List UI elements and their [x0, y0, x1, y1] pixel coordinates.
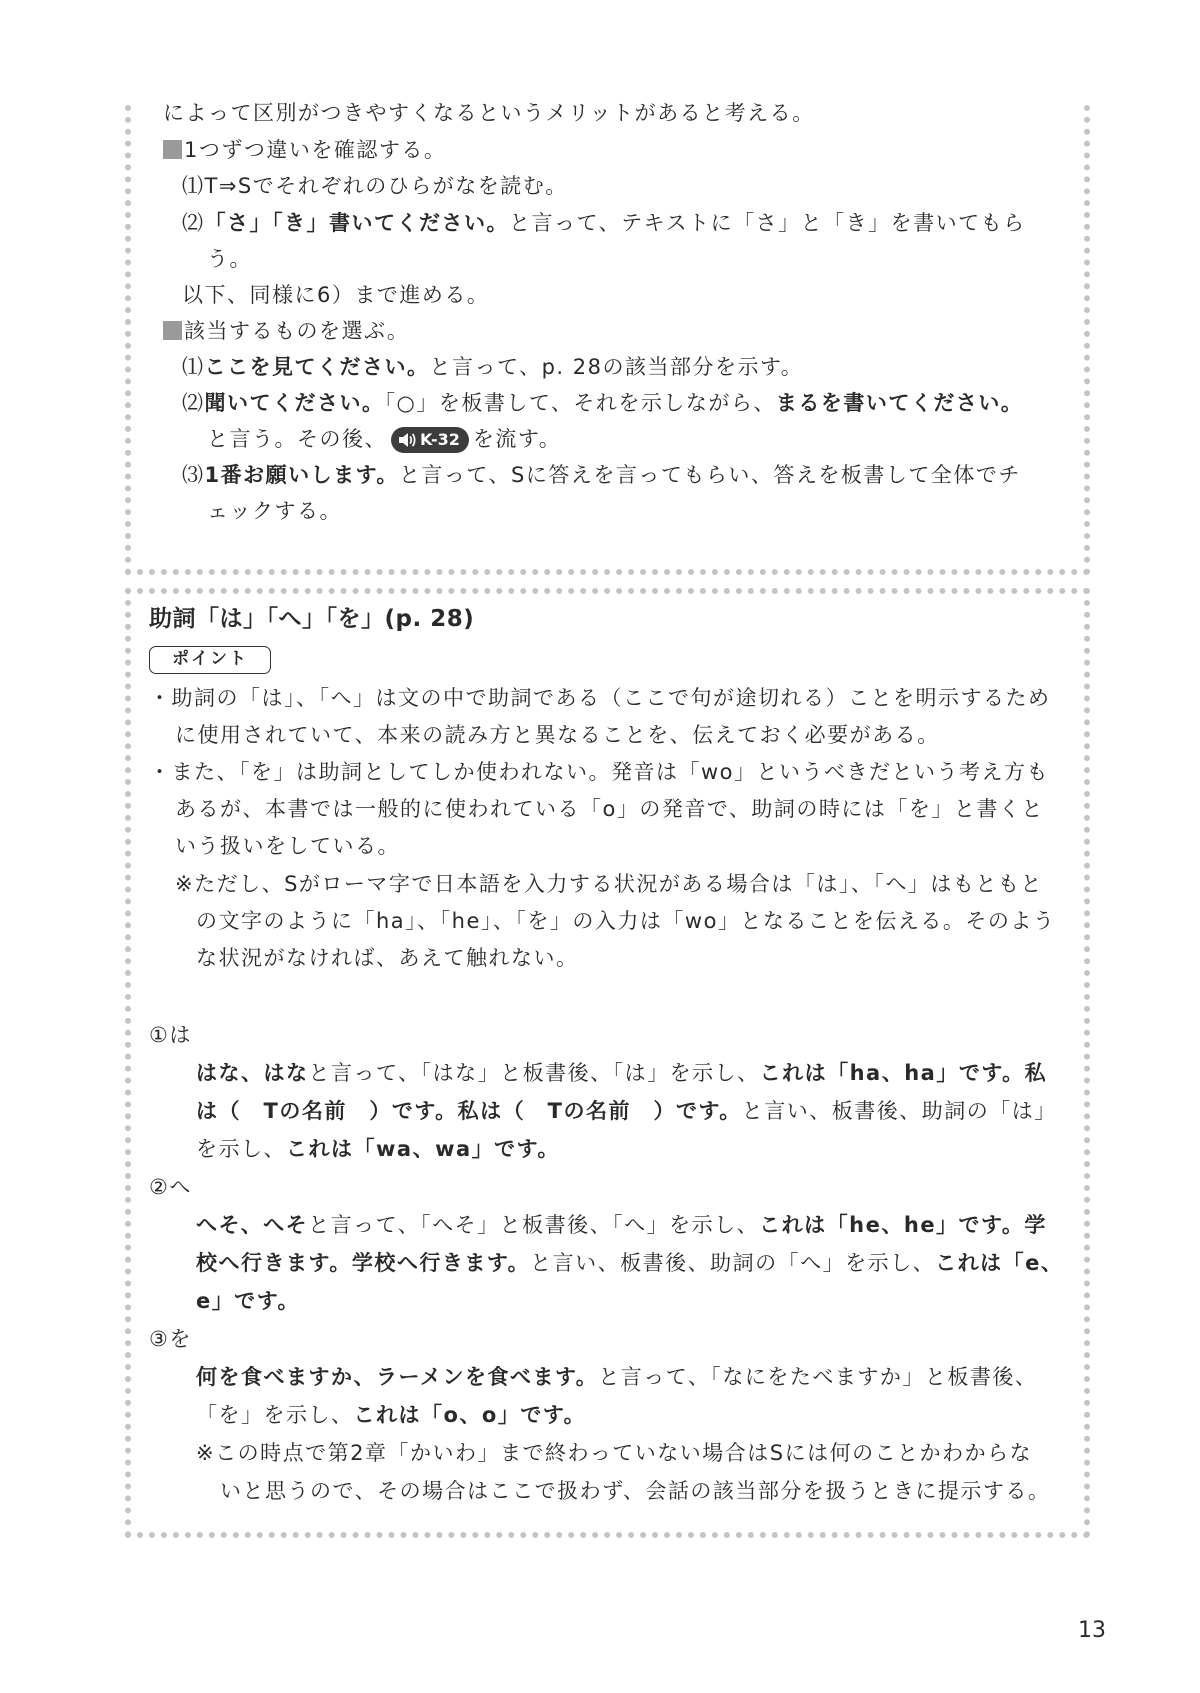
note-line-1: ※ただし、Sがローマ字で日本語を入力する状況がある場合は「は」、「へ」はもともと	[175, 872, 1043, 896]
wo-note-line-1: ※この時点で第2章「かいわ」まで終わっていない場合はSには何のことかわからな	[196, 1441, 1033, 1465]
step-2-2: ⑵聞いてください。「○」を板書して、それを示しながら、まるを書いてください。	[182, 391, 1024, 415]
step-1-2-cont: う。	[207, 247, 252, 271]
page-number: 13	[1078, 1618, 1106, 1643]
point-2-line-1: ・また、「を」は助詞としてしか使われない。発音は「wo」というべきだという考え方も	[149, 760, 1050, 784]
wo-note-line-2: いと思うので、その場合はここで扱わず、会話の該当部分を扱うときに提示する。	[220, 1479, 1051, 1503]
point-2-line-2: あるが、本書では一般的に使われている「o」の発音で、助詞の時には「を」と書くと	[175, 797, 1044, 821]
wa-line-1: はな、はなと言って、「はな」と板書後、「は」を示し、これは「ha、ha」です。私	[196, 1061, 1048, 1085]
step-2-2-cont: と言う。その後、 K-32 を流す。	[207, 427, 562, 451]
square-bullet-icon	[163, 321, 182, 340]
continued-line: によって区別がつきやすくなるというメリットがあると考える。	[163, 101, 815, 125]
step-2-3-cont: ェックする。	[207, 499, 342, 523]
step-1-1: ⑴T⇒Sでそれぞれのひらがなを読む。	[182, 174, 568, 198]
step-2-1: ⑴ここを見てください。と言って、p. 28の該当部分を示す。	[182, 355, 804, 379]
step-1-2: ⑵「さ」「き」書いてください。と言って、テキストに「さ」と「き」を書いてもら	[182, 211, 1026, 235]
he-line-3: e」です。	[196, 1289, 301, 1313]
note-line-3: な状況がなければ、あえて触れない。	[196, 946, 579, 970]
point-label: ポイント	[149, 646, 271, 674]
step-2-3: ⑶1番お願いします。と言って、Sに答えを言ってもらい、答えを板書して全体でチ	[182, 463, 1021, 487]
audio-track-badge[interactable]: K-32	[391, 427, 469, 453]
wa-line-2: は（ Tの名前 ）です。私は（ Tの名前 ）です。と言い、板書後、助詞の「は」	[196, 1099, 1057, 1123]
heading-select-match: 該当するものを選ぶ。	[163, 316, 409, 346]
square-bullet-icon	[163, 140, 182, 159]
wo-line-1: 何を食べますか、ラーメンを食べます。と言って、「なにをたべますか」と板書後、	[196, 1365, 1038, 1389]
he-line-1: へそ、へそと言って、「へそ」と板書後、「へ」を示し、これは「he、he」です。学	[196, 1213, 1047, 1237]
point-1-line-2: に使用されていて、本来の読み方と異なることを、伝えておく必要がある。	[175, 723, 940, 747]
note-line-2: の文字のように「ha」、「he」、「を」の入力は「wo」となることを伝える。そのよう	[196, 909, 1056, 933]
wa-line-3: を示し、これは「wa、wa」です。	[196, 1137, 560, 1161]
he-heading: ②へ	[149, 1175, 192, 1199]
section-title: 助詞「は」「へ」「を」(p. 28)	[149, 606, 475, 632]
speaker-icon	[397, 431, 417, 449]
step-1-3: 以下、同様に6）まで進める。	[182, 283, 490, 307]
heading-confirm-differences: 1つずつ違いを確認する。	[163, 135, 446, 165]
wo-heading: ③を	[149, 1327, 192, 1351]
wo-line-2: 「を」を示し、これは「o、o」です。	[196, 1403, 587, 1427]
point-1-line-1: ・助詞の「は」、「へ」は文の中で助詞である（ここで句が途切れる）ことを明示するため	[149, 686, 1051, 710]
wa-heading: ①は	[149, 1023, 192, 1047]
point-2-line-3: いう扱いをしている。	[175, 834, 400, 858]
he-line-2: 校へ行きます。学校へ行きます。と言い、板書後、助詞の「へ」を示し、これは「e、	[196, 1251, 1064, 1275]
